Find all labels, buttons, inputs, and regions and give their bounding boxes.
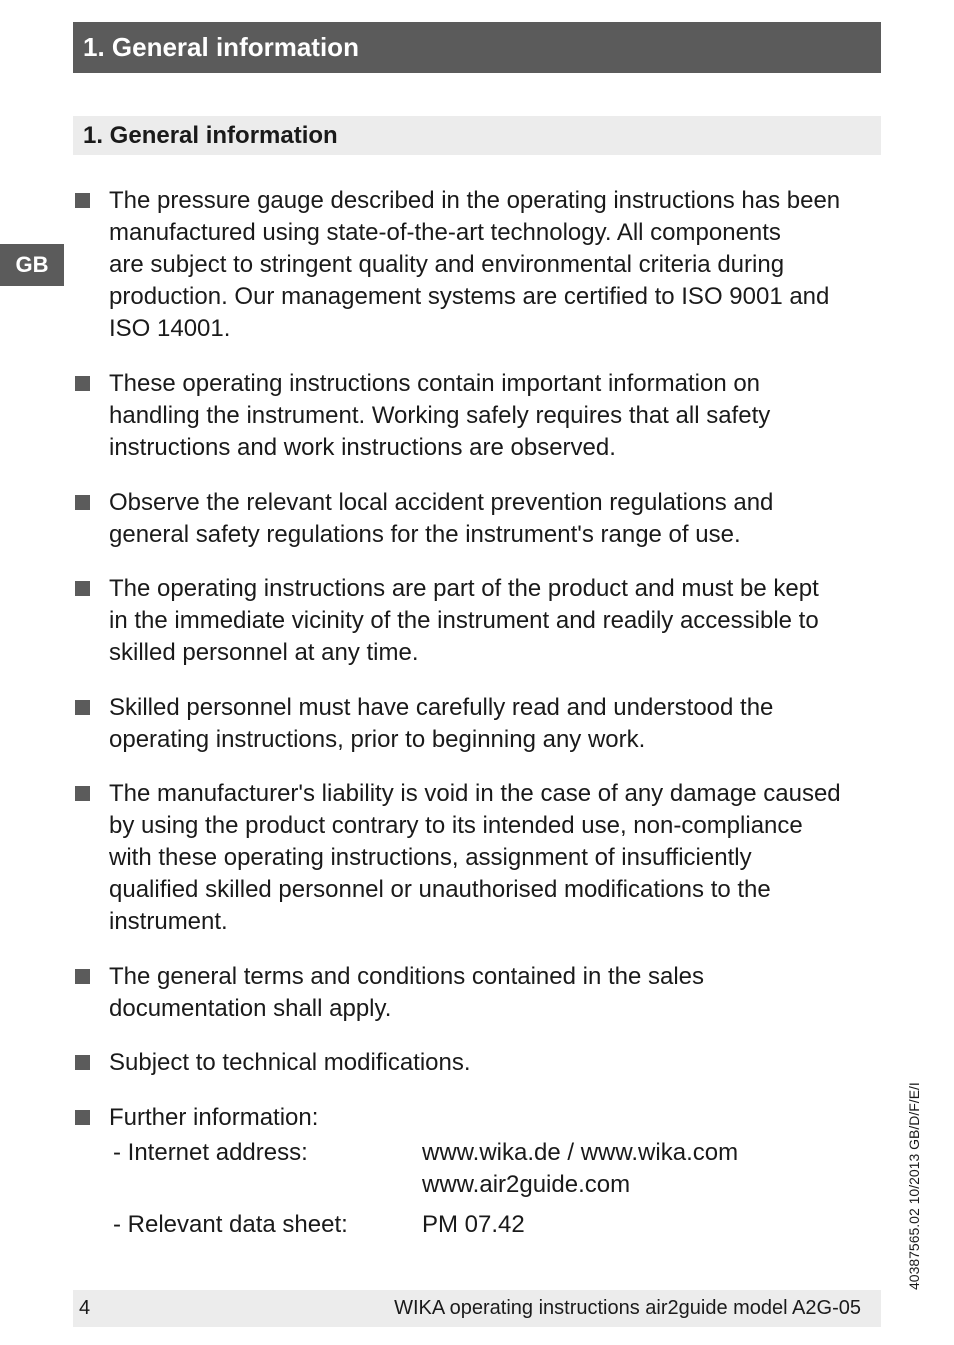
internet-value: www.wika.de / www.wika.com (422, 1139, 739, 1166)
internet-label: - Internet address: (113, 1139, 308, 1166)
footer-doc-title: WIKA operating instructions air2guide model A2G-05 (394, 1297, 861, 1319)
bullet-square-icon (75, 969, 90, 984)
section-heading (73, 116, 881, 155)
list-item-text: These operating instructions contain important information on handling the instrument. Working safely requires that all safety instructions and work instructions are observed. (109, 370, 771, 461)
document-code: 40387565.02 10/2013 GB/D/F/E/I (906, 1082, 922, 1290)
section-title: 1. General information (83, 121, 338, 149)
list-item-text: Skilled personnel must have carefully read and understood the operating instructions, prior to beginning any work. (109, 694, 774, 753)
page-footer (73, 1290, 881, 1327)
page-number: 4 (79, 1297, 91, 1319)
bullet-square-icon (75, 1055, 90, 1070)
bullet-square-icon (75, 495, 90, 510)
language-tab (0, 244, 64, 286)
bullet-square-icon (75, 581, 90, 596)
datasheet-value: PM 07.42 (422, 1211, 525, 1238)
chapter-header (73, 22, 881, 73)
bullet-square-icon (75, 786, 90, 801)
language-code: GB (15, 252, 49, 277)
internet-value-secondary: www.air2guide.com (422, 1171, 631, 1198)
bullet-square-icon (75, 1110, 90, 1125)
datasheet-label: - Relevant data sheet: (113, 1211, 348, 1238)
list-item-text: The operating instructions are part of the product and must be kept in the immediate vicinity of the instrument and readily accessible to skilled personnel at any time. (109, 575, 819, 666)
list-item-text: Subject to technical modifications. (109, 1049, 471, 1076)
list-item-text: The pressure gauge described in the operating instructions has been manufactured using state-of-the-art technology. All components are subject to stringent quality and environmental criteria during production. Our management systems are certified to ISO 9001 and ISO 14001. (109, 187, 841, 342)
list-item-text: The general terms and conditions contained in the sales documentation shall apply. (109, 963, 705, 1022)
bullet-square-icon (75, 700, 90, 715)
list-item-text: Further information: (109, 1104, 319, 1131)
bullet-square-icon (75, 193, 90, 208)
list-item-text: The manufacturer's liability is void in the case of any damage caused by using the product contrary to its intended use, non-compliance with these operating instructions, assignment of insufficiently qualified skilled personnel or unauthorised modifications to the instrument. (109, 780, 841, 935)
bullet-square-icon (75, 376, 90, 391)
list-item-text: Observe the relevant local accident prevention regulations and general safety regulations for the instrument's range of use. (109, 489, 774, 548)
chapter-title: 1. General information (83, 32, 359, 62)
